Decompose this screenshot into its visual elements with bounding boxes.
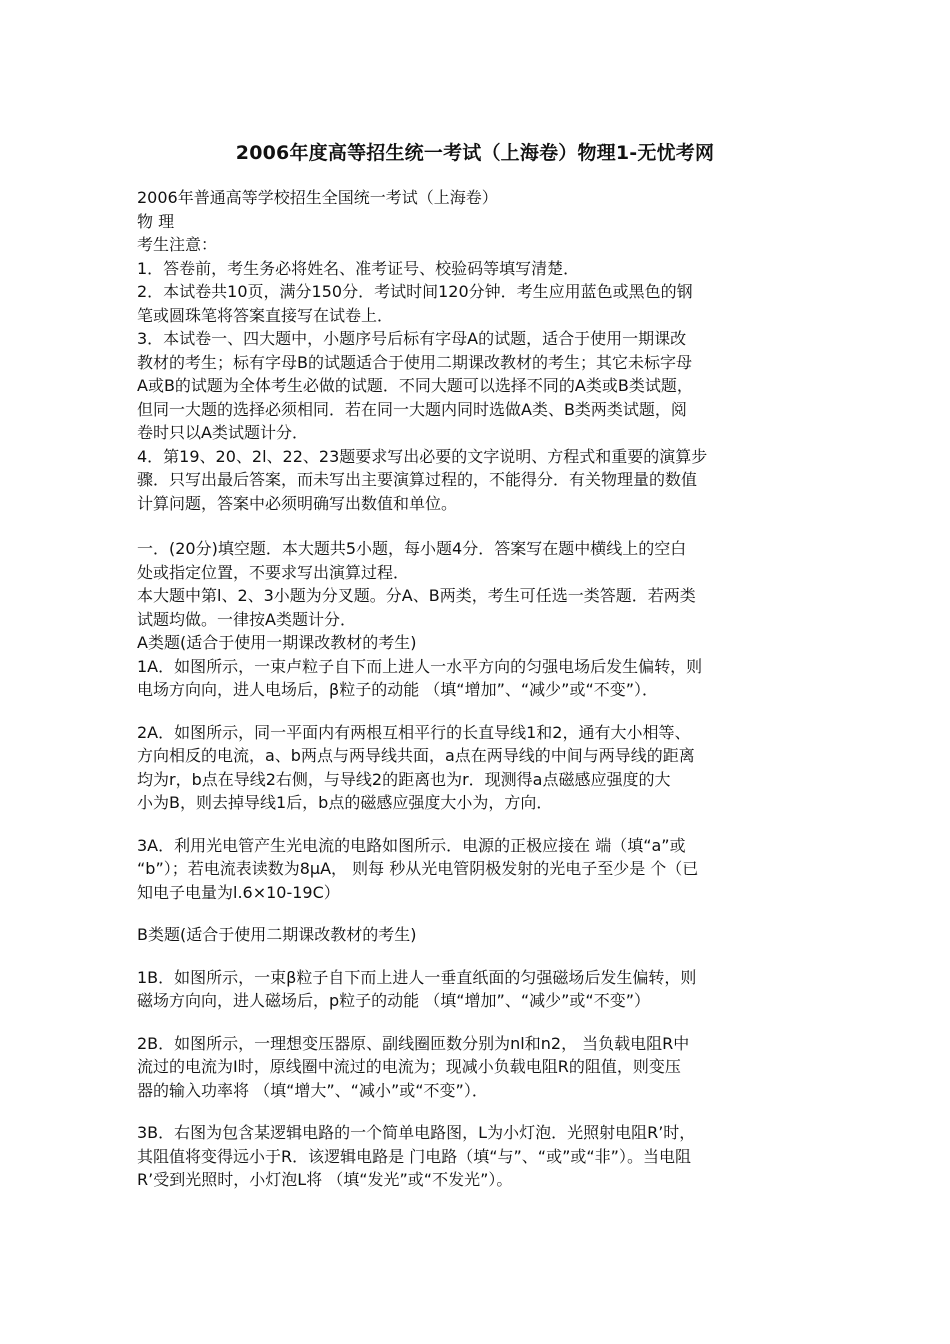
question-3a <box>137 834 827 905</box>
text-line: 计算问题，答案中必须明确写出数值和单位。 <box>137 493 458 513</box>
text-line: 3B．右图为包含某逻辑电路的一个简单电路图，L为小灯泡．光照射电阻R’时， <box>137 1123 696 1142</box>
text-line: 电场方向向，进人电场后，β粒子的动能 （填“增加”、“减少”或“不变”）． <box>137 680 659 699</box>
notice-item <box>137 257 827 281</box>
text-line: 笔或圆珠笔将答案直接写在试卷上． <box>137 305 394 325</box>
text-line: 流过的电流为I时，原线圈中流过的电流为；现减小负载电阻R的阻值，则变压 <box>137 1057 681 1076</box>
text-line: 试题均做。一律按A类题计分． <box>137 609 356 629</box>
notice-heading: 考生注意： <box>137 235 218 254</box>
text-line: 磁场方向向，进人磁场后，p粒子的动能 （填“增加”、“减少”或“不变”） <box>137 991 650 1010</box>
text-line: 1．答卷前，考生务必将姓名、准考证号、校验码等填写清楚． <box>137 258 580 278</box>
notice-item <box>137 280 827 327</box>
text-line: 均为r，b点在导线2右侧，与导线2的距离也为r．现测得a点磁感应强度的大 <box>137 769 671 789</box>
text-line: 其阻值将变得远小于R．该逻辑电路是 门电路（填“与”、“或”或“非”）。当电阻 <box>137 1146 691 1166</box>
text-line: R’受到光照时，小灯泡L将 （填“发光”或“不发光”）。 <box>137 1170 513 1189</box>
text-line: 1B．如图所示，一束β粒子自下而上进人一垂直纸面的匀强磁场后发生偏转，则 <box>137 967 697 987</box>
exam-name: 2006年普通高等学校招生全国统一考试（上海卷） <box>137 188 498 207</box>
text-line: 卷时只以A类试题计分． <box>137 423 308 442</box>
text-line: 器的输入功率将 （填“增大”、“减小”或“不变”）． <box>137 1080 488 1100</box>
text-line: 本大题中第l、2、3小题为分叉题。分A、B两类，考生可任选一类答题．若两类 <box>137 586 696 605</box>
text-line: 4．第19、20、2l、22、23题要求写出必要的文字说明、方程式和重要的演算步 <box>137 446 708 466</box>
section-one-instructions <box>137 584 827 631</box>
text-line: 3．本试卷一、四大题中，小题序号后标有字母A的试题，适合于使用一期课改 <box>137 329 687 348</box>
a-category-heading: A类题(适合于使用一期课改教材的考生) <box>137 633 417 652</box>
text-line: “b”）；若电流表读数为8μA， 则每 秒从光电管阴极发射的光电子至少是 个（已 <box>137 859 699 878</box>
text-line: A或B的试题为全体考生必做的试题．不同大题可以选择不同的A类或B类试题， <box>137 376 693 395</box>
text-line: 一．(20分)填空题．本大题共5小题，每小题4分．答案写在题中横线上的空白 <box>137 539 687 558</box>
text-line: 2A．如图所示，同一平面内有两根互相平行的长直导线1和2，通有大小相等、 <box>137 722 691 742</box>
question-1b <box>137 966 827 1013</box>
text-line: 但同一大题的选择必须相同．若在同一大题内同时选做A类、B类两类试题，阅 <box>137 399 687 419</box>
section-one-heading <box>137 537 827 584</box>
document-body <box>137 186 827 1192</box>
text-line: 教材的考生；标有字母B的试题适合于使用二期课改教材的考生；其它未标字母 <box>137 352 692 372</box>
text-line: 1A．如图所示，一束卢粒子自下而上进人一水平方向的匀强电场后发生偏转，则 <box>137 656 703 676</box>
question-1a <box>137 655 827 702</box>
text-line: 知电子电量为l.6×10-19C） <box>137 882 340 902</box>
text-line: 处或指定位置，不要求写出演算过程． <box>137 562 410 582</box>
text-line: 2B．如图所示，一理想变压器原、副线圈匝数分别为nl和n2， 当负载电阻R中 <box>137 1033 690 1053</box>
text-line: 方向相反的电流，a、b两点与两导线共面，a点在两导线的中间与两导线的距离 <box>137 746 695 765</box>
notice-item <box>137 445 827 516</box>
text-line: 2．本试卷共10页，满分150分．考试时间120分钟．考生应用蓝色或黑色的钢 <box>137 282 693 301</box>
question-2a <box>137 721 827 815</box>
text-line: 小为B，则去掉导线1后，b点的磁感应强度大小为，方向． <box>137 793 553 812</box>
subject-label: 物 理 <box>137 211 175 231</box>
question-3b <box>137 1121 827 1192</box>
question-2b <box>137 1032 827 1103</box>
page-title: 2006年度高等招生统一考试（上海卷）物理1-无忧考网 <box>235 142 715 164</box>
b-category-heading: B类题(适合于使用二期课改教材的考生) <box>137 925 417 944</box>
text-line: 3A．利用光电管产生光电流的电路如图所示．电源的正极应接在 端（填“a”或 <box>137 835 686 855</box>
notice-item <box>137 327 827 445</box>
text-line: 骤．只写出最后答案，而未写出主要演算过程的，不能得分．有关物理量的数值 <box>137 470 698 489</box>
